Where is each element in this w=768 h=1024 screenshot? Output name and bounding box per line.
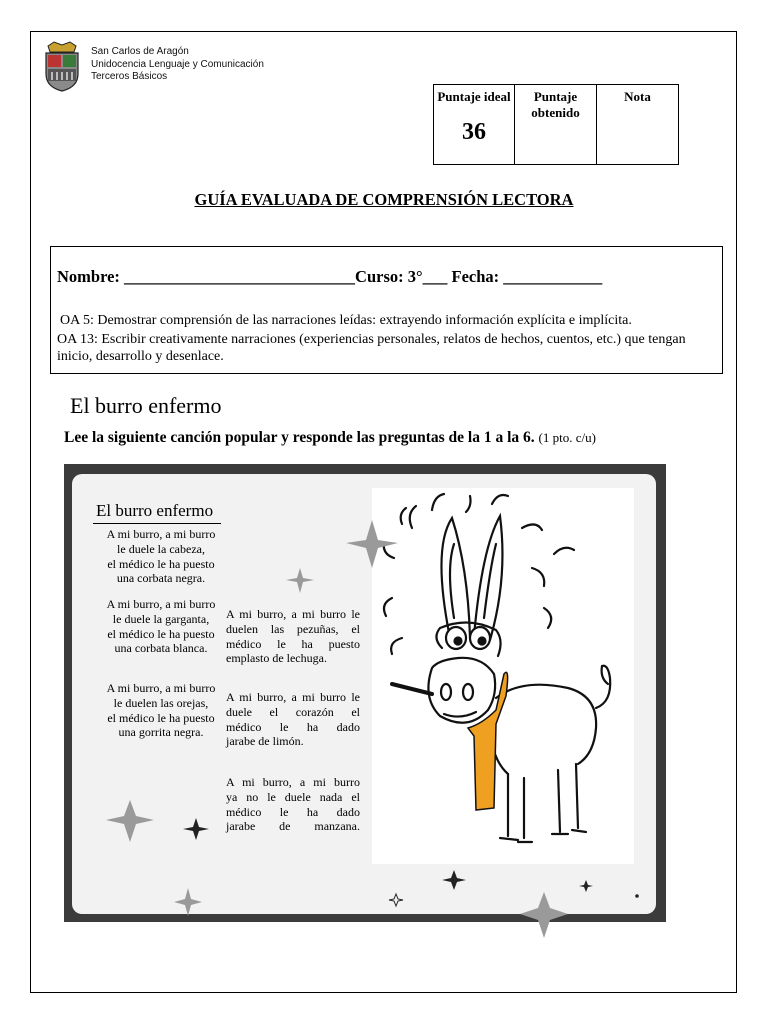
ideal-score-value: 36 [462, 119, 486, 145]
objective-oa5: OA 5: Demostrar comprensión de las narraciones leídas: extrayendo información explícita e implícita. [60, 313, 632, 328]
poem-line: jarabe de limón. [226, 734, 304, 749]
poem-stanza-6 [226, 775, 360, 834]
story-heading: El burro enfermo [70, 393, 222, 418]
poem-line: ya no le duele nada el [226, 789, 360, 804]
poem-line: una corbata blanca. [114, 641, 208, 656]
school-crest-logo [40, 40, 84, 92]
poem-stanza-5 [226, 690, 360, 749]
obtained-score-label: Puntaje obtenido [531, 89, 580, 120]
poem-line: una gorrita negra. [118, 725, 204, 740]
school-info [91, 46, 264, 84]
obtained-score-cell[interactable] [515, 85, 597, 165]
poem-line: médico le ha dado [226, 719, 360, 734]
poem-line: A mi burro, a mi burro [106, 527, 216, 541]
poem-line: le duelen las orejas, [113, 695, 209, 710]
poem-line: le duele la cabeza, [117, 541, 205, 556]
guide-title: GUÍA EVALUADA DE COMPRENSIÓN LECTORA [194, 190, 574, 209]
student-fields-line[interactable]: Nombre: ____________________________Curso: 3°___ Fecha: ____________ [57, 267, 603, 286]
poem-line: el médico le ha puesto [107, 626, 215, 641]
objective-oa13: OA 13: Escribir creativamente narraciones (experiencias personales, relatos de hechos, cuentos, etc.) que tengan inicio, desarrollo y desenlace. [57, 332, 686, 364]
poem-line: una corbata negra. [116, 571, 206, 586]
poem-line: médico le ha puesto [226, 636, 360, 651]
school-name: San Carlos de Aragón [91, 46, 189, 57]
instruction-main: Lee la siguiente canción popular y responde las preguntas de la 1 a la 6. [64, 429, 535, 446]
poem-line: A mi burro, a mi burro [226, 775, 360, 789]
school-level: Terceros Básicos [91, 71, 168, 82]
poem-line: duelen las pezuñas, el [226, 621, 360, 636]
poem-line: jarabe de manzana. [226, 819, 360, 834]
sick-donkey-illustration [372, 488, 634, 864]
poem-line: A mi burro, a mi burro [106, 597, 216, 611]
ideal-score-cell [434, 85, 515, 165]
poem-line: A mi burro, a mi burro le [226, 607, 360, 621]
poem-stanza-3 [94, 681, 228, 740]
poem-line: emplasto de lechuga. [226, 651, 327, 666]
student-info-box [50, 246, 723, 374]
poem-title-underline [93, 523, 221, 524]
poem-title: El burro enfermo [96, 501, 214, 520]
poem-line: le duele la garganta, [112, 611, 210, 626]
score-table [433, 84, 679, 165]
instruction-points: (1 pto. c/u) [538, 430, 596, 445]
poem-line: A mi burro, a mi burro le [226, 690, 360, 704]
poem-stanza-2 [94, 597, 228, 656]
grade-label: Nota [624, 89, 651, 104]
poem-line: duele el corazón el [226, 704, 360, 719]
poem-line: A mi burro, a mi burro [106, 681, 216, 695]
grade-cell[interactable] [597, 85, 679, 165]
poem-stanza-4 [226, 607, 360, 666]
school-unit: Unidocencia Lenguaje y Comunicación [91, 58, 264, 70]
ideal-score-label: Puntaje ideal [437, 89, 511, 104]
poem-line: el médico le ha puesto [107, 710, 215, 725]
poem-line: médico le ha dado [226, 804, 360, 819]
poem-stanza-1 [94, 527, 228, 586]
instruction-text [64, 429, 596, 447]
poem-line: el médico le ha puesto [107, 556, 215, 571]
